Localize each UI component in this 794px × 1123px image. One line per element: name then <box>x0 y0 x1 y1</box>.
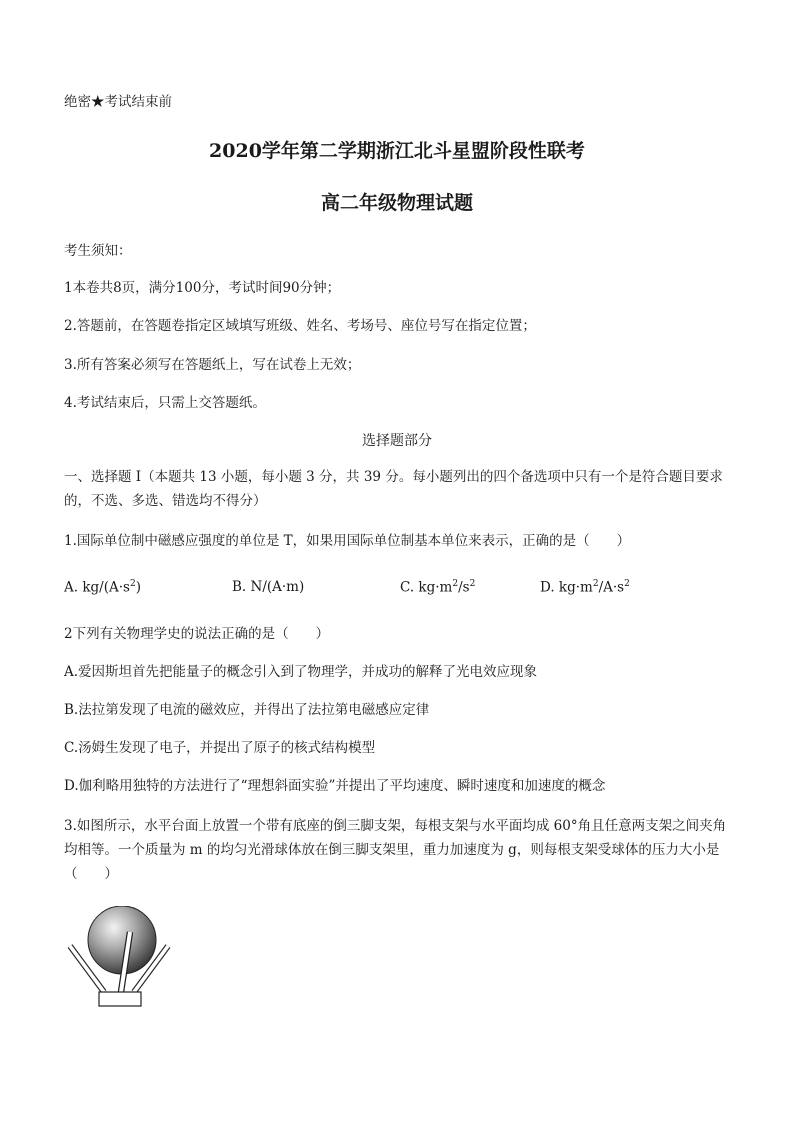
notice-heading: 考生须知： <box>64 243 132 259</box>
option-d-suffix: /A·s <box>598 579 625 596</box>
section-intro: 一、选择题 I（本题共 13 小题，每小题 3 分，共 39 分。每小题列出的四个备选项中只有一个是符合题目要求的，不选、多选、错选均不得分） <box>64 469 723 509</box>
option-d-sup: 2 <box>592 579 599 589</box>
option-d-prefix: D. kg·m <box>540 579 593 596</box>
option-c-prefix: C. kg·m <box>400 579 453 596</box>
base-block <box>99 992 141 1006</box>
option-a-prefix: A. kg/(A·s <box>64 579 130 596</box>
tripod-sphere-illustration <box>64 906 176 1010</box>
option-c-suffix: /s <box>458 579 470 596</box>
option-b-prefix: B. N/(A·m) <box>232 579 305 595</box>
question-1-option-a <box>64 579 141 596</box>
question-2-option-c: C.汤姆生发现了电子，并提出了原子的核式结构模型 <box>64 740 376 756</box>
option-c-sup: 2 <box>452 579 459 589</box>
option-a-sup: 2 <box>129 579 136 589</box>
question-2-stem: 2下列有关物理学史的说法正确的是（ ） <box>64 626 330 642</box>
exam-title: 2020学年第二学期浙江北斗星盟阶段性联考 <box>209 140 585 162</box>
question-1-option-d <box>540 579 630 596</box>
notice-item-3: 3.所有答案必须写在答题纸上，写在试卷上无效； <box>64 357 361 373</box>
question-1-stem: 1.国际单位制中磁感应强度的单位是 T，如果用国际单位制基本单位来表示，正确的是（ ） <box>64 533 631 549</box>
question-2-option-a: A.爱因斯坦首先把能量子的概念引入到了物理学，并成功的解释了光电效应现象 <box>64 664 538 680</box>
question-1-option-b <box>232 579 304 595</box>
question-2-option-d: D.伽利略用独特的方法进行了“理想斜面实验”并提出了平均速度、瞬时速度和加速度的概念 <box>64 778 606 794</box>
notice-item-4: 4.考试结束后，只需上交答题纸。 <box>64 395 266 411</box>
tripod-sphere-figure <box>64 906 176 1014</box>
question-3-stem: 3.如图所示，水平台面上放置一个带有底座的倒三脚支架，每根支架与水平面均成 60°角且任意两支架之间夹角均相等。一个质量为 m 的均匀光滑球体放在倒三脚支架里，重力加速度为 g，则每根支架受球体的压力大小是（ ） <box>64 818 727 882</box>
notice-item-1: 1本卷共8页，满分100分，考试时间90分钟； <box>64 280 341 296</box>
notice-item-2: 2.答题前，在答题卷指定区域填写班级、姓名、考场号、座位号写在指定位置； <box>64 318 536 334</box>
option-c-sup2: 2 <box>469 579 476 589</box>
confidential-label: 绝密★考试结束前 <box>64 94 172 110</box>
section-title: 选择题部分 <box>362 433 432 449</box>
exam-subtitle: 高二年级物理试题 <box>320 192 473 214</box>
question-1-option-c <box>400 579 475 596</box>
question-2-option-b: B.法拉第发现了电流的磁效应，并得出了法拉第电磁感应定律 <box>64 702 430 718</box>
option-a-suffix: ) <box>135 579 141 596</box>
option-d-sup2: 2 <box>624 579 630 589</box>
